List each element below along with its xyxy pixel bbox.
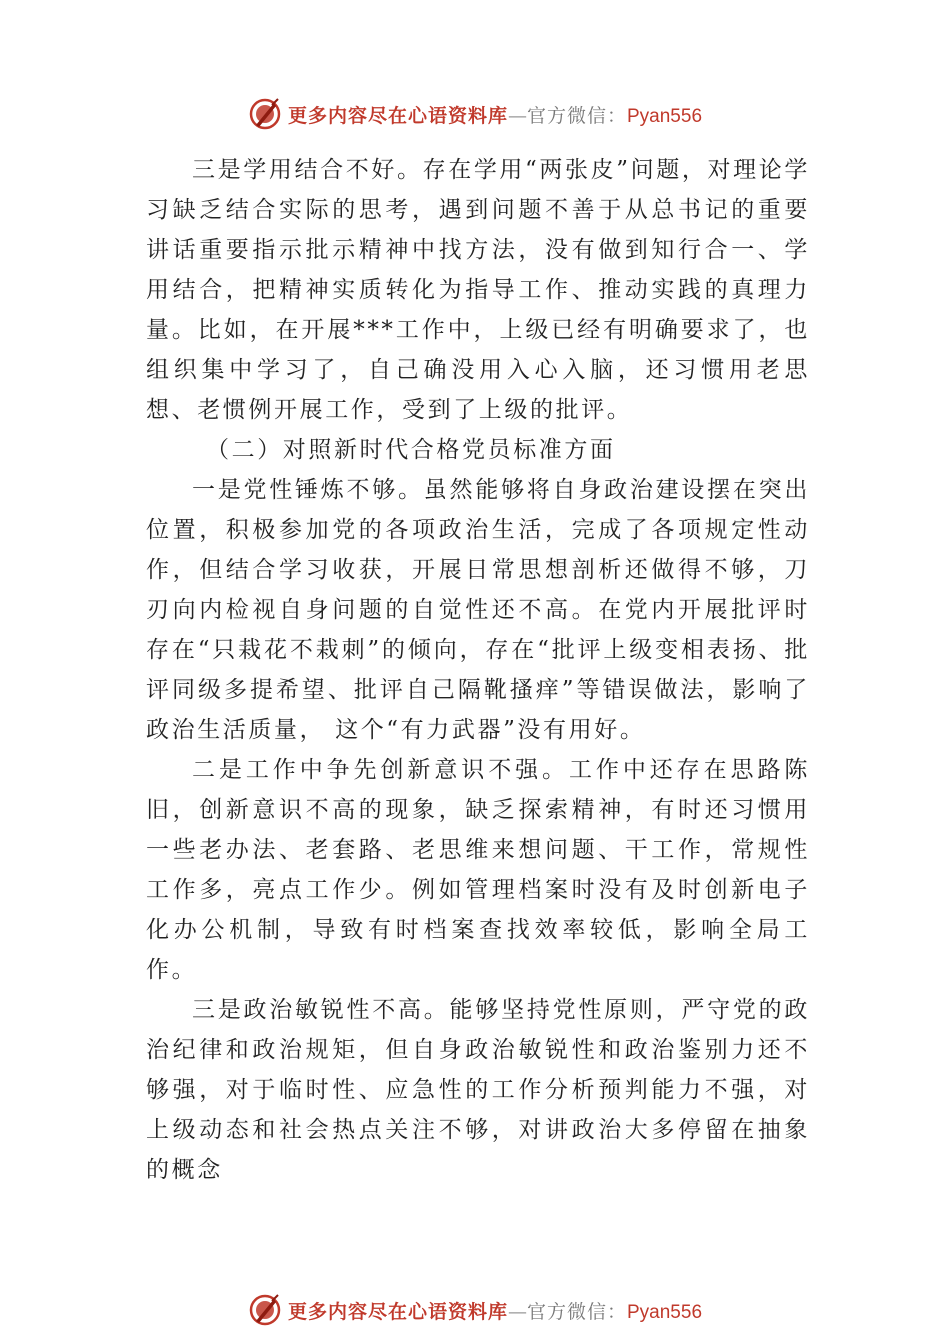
- banner-separator: —: [507, 104, 527, 127]
- banner-text: [288, 1297, 702, 1324]
- banner-brand: 更多内容尽在心语资料库: [287, 104, 508, 127]
- banner-wechat-label: 官方微信：: [526, 104, 627, 127]
- banner-wechat-label: 官方微信：: [526, 1300, 627, 1323]
- quill-seal-icon: [248, 1293, 282, 1327]
- banner-separator: —: [507, 1300, 527, 1323]
- banner-wechat-id: Pyan556: [627, 105, 703, 127]
- quill-seal-icon: [248, 97, 282, 131]
- document-body: [146, 150, 810, 1190]
- footer-banner: [0, 1290, 950, 1330]
- paragraph-innovation: 二是工作中争先创新意识不强。工作中还存在思路陈旧，创新意识不高的现象，缺乏探索精神，有时还习惯用一些老办法、老套路、老思维来想问题、干工作，常规性工作多，亮点工作少。例如管理档案时没有及时创新电子化办公机制，导致有时档案查找效率较低，影响全局工作。: [146, 757, 810, 983]
- paragraph-party-spirit: 一是党性锤炼不够。虽然能够将自身政治建设摆在突出位置，积极参加党的各项政治生活，完成了各项规定性动作，但结合学习收获，开展日常思想剖析还做得不够，刀刃向内检视自身问题的自觉性还不高。在党内开展批评时存在“只栽花不栽刺”的倾向，存在“批评上级变相表扬、批评同级多提希望、批评自己隔靴搔痒”等错误做法，影响了政治生活质量， 这个“有力武器”没有用好。: [146, 477, 810, 743]
- banner-wechat-id: Pyan556: [627, 1301, 703, 1323]
- banner-text: [288, 101, 702, 128]
- paragraph-study-application: 三是学用结合不好。存在学用“两张皮”问题，对理论学习缺乏结合实际的思考，遇到问题不善于从总书记的重要讲话重要指示批示精神中找方法，没有做到知行合一、学用结合，把精神实质转化为指导工作、推动实践的真理力量。比如，在开展***工作中，上级已经有明确要求了，也组织集中学习了，自己确没用入心入脑，还习惯用老思想、老惯例开展工作，受到了上级的批评。: [146, 157, 810, 423]
- paragraph-political-sensitivity: 三是政治敏锐性不高。能够坚持党性原则，严守党的政治纪律和政治规矩，但自身政治敏锐性和政治鉴别力还不够强，对于临时性、应急性的工作分析预判能力不强，对上级动态和社会热点关注不够，对讲政治大多停留在抽象的概念: [146, 997, 810, 1183]
- header-banner: [0, 94, 950, 134]
- section-heading-party-member-standard: （二）对照新时代合格党员标准方面: [206, 437, 616, 463]
- banner-brand: 更多内容尽在心语资料库: [287, 1300, 508, 1323]
